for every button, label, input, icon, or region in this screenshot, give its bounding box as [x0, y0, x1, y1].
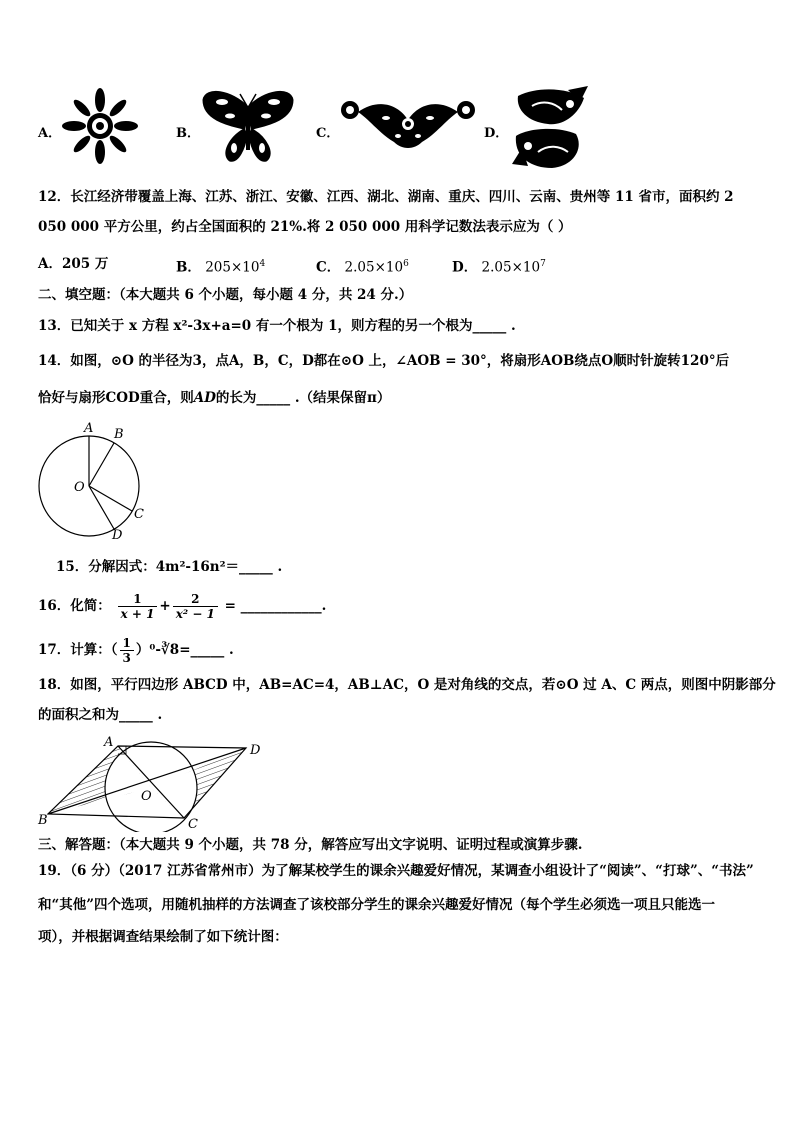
q15-text: 15．分解因式：4m²-16n²＝_____ . [56, 559, 283, 575]
q12-line1: 12．长江经济带覆盖上海、江苏、浙江、安徽、江西、湖北、湖南、重庆、四川、云南、贵州等 11 省市，面积约 2 [38, 189, 734, 205]
q19-line1: 19．（6 分）（2017 江苏省常州市）为了解某校学生的课余兴趣爱好情况，某调查小组设计了“阅读”、“打球”、“书法” [38, 863, 754, 879]
q12-option-b: B． $205\times 10^4$ [176, 259, 266, 276]
q13-text: 13．已知关于 x 方程 x²-3x+a=0 有一个根为 1，则方程的另一个根为_____ . [38, 318, 516, 334]
q11-option-b-label: B． [176, 126, 200, 141]
fig18-label-o: O [141, 789, 152, 804]
q11-option-d-label: D． [484, 126, 509, 141]
circle-sector-figure [30, 418, 170, 542]
section3-heading: 三、解答题：（本大题共 9 个小题，共 78 分，解答应写出文字说明、证明过程或演算步骤. [38, 837, 583, 853]
q17-text: 17．计算：（ $\frac{1}{3}$ ）⁰-∛8=_____ . [38, 636, 234, 665]
fig14-label-o: O [74, 480, 85, 495]
parallelogram-circle-figure [34, 732, 270, 832]
q16-text: 16．化简： $\frac{1}{x + 1}$ + $\frac{2}{\text{x² − 1}}$ = ____________. [38, 592, 327, 621]
fig14-label-d: D [112, 528, 123, 542]
butterfly-papercut-image [200, 88, 296, 166]
arc-ad-symbol: AD [193, 390, 216, 406]
q11-option-c-label: C． [316, 126, 340, 141]
q14-line2: 恰好与扇形COD重合，则AD的长为_____ .（结果保留π） [38, 390, 391, 406]
flower-papercut-image [60, 86, 140, 166]
q12-option-d: D． $2.05\times 10^7$ [452, 259, 546, 276]
section2-heading: 二、填空题：（本大题共 6 个小题，每小题 4 分，共 24 分.） [38, 287, 413, 303]
fish-papercut-image [508, 86, 590, 170]
fig14-label-a: A [84, 421, 94, 436]
q18-line1: 18．如图，平行四边形 ABCD 中，AB=AC=4，AB⊥AC，O 是对角线的交点，若⊙O 过 A、C 两点，则图中阴影部分 [38, 677, 776, 693]
fig18-label-c: C [188, 817, 198, 832]
fig18-label-a: A [104, 735, 114, 750]
q12-line2: 050 000 平方公里，约占全国面积的 21%.将 2 050 000 用科学记数法表示应为（ ） [38, 219, 572, 235]
floral-papercut-image [338, 94, 478, 156]
fig18-label-b: B [38, 813, 48, 828]
q12-option-c: C． $2.05\times 10^6$ [316, 259, 409, 276]
q11-option-a-label: A． [38, 126, 62, 141]
q14-line1: 14．如图，⊙O 的半径为3，点A，B，C，D都在⊙O 上，∠AOB = 30°，将扇形AOB绕点O顺时针旋转120°后 [38, 353, 730, 369]
q18-line2: 的面积之和为_____ . [38, 707, 163, 723]
fig18-label-d: D [250, 743, 261, 758]
fig14-label-c: C [134, 507, 144, 522]
fig14-label-b: B [114, 427, 124, 442]
q12-option-a: A．205 万 [38, 256, 109, 272]
q19-line3: 项），并根据调查结果绘制了如下统计图： [38, 929, 288, 945]
q19-line2: 和“其他”四个选项，用随机抽样的方法调查了该校部分学生的课余兴趣爱好情况（每个学生必须选一项且只能选一 [38, 897, 716, 913]
